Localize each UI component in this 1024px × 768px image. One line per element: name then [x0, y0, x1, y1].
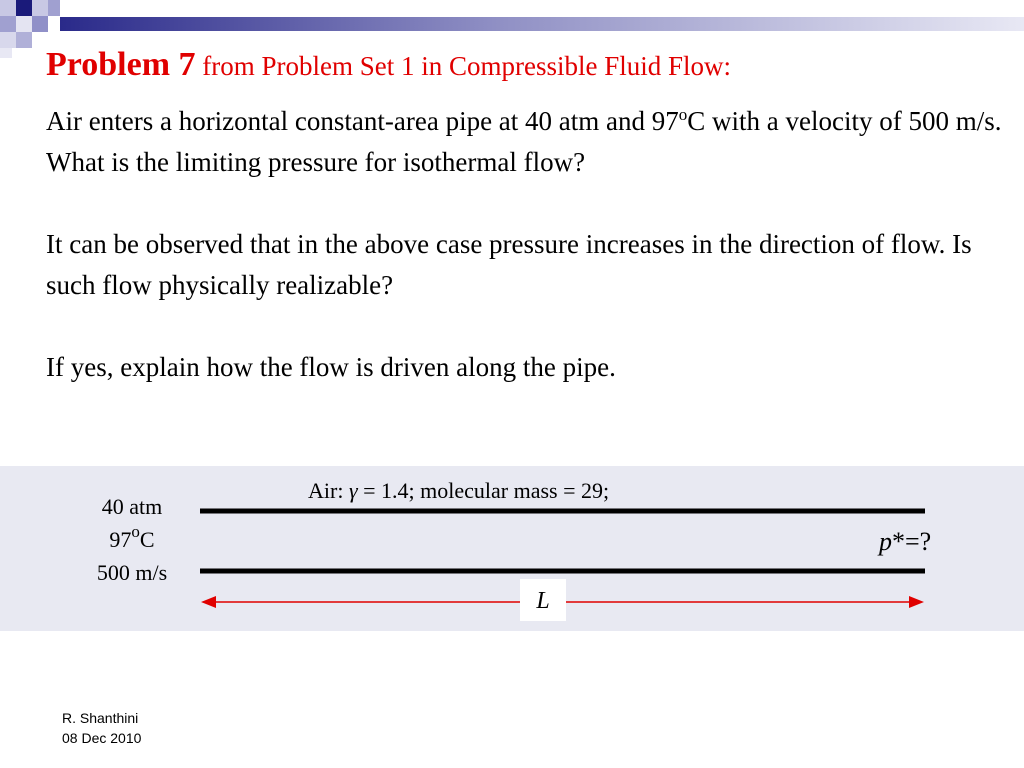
- decor-square: [48, 0, 60, 16]
- inlet-velocity: 500 m/s: [96, 560, 168, 585]
- footer: [62, 708, 141, 748]
- decor-square: [32, 16, 48, 32]
- decor-square: [32, 0, 48, 16]
- p1-text-b: C with a velocity of 500 m/s. What is the limiting pressure for isothermal flow?: [46, 106, 1002, 177]
- decor-square: [0, 32, 16, 48]
- paragraph-observation: It can be observed that in the above case pressure increases in the direction of flow. Is such flow physically realizable?: [46, 229, 972, 300]
- decor-square: [16, 16, 32, 32]
- decor-square: [16, 32, 32, 48]
- author-name: R. Shanthini: [62, 710, 139, 726]
- p1-text-a: Air enters a horizontal constant-area pipe at 40 atm and 97: [46, 106, 679, 136]
- decor-square: [16, 0, 32, 16]
- title-subtitle: from Problem Set 1 in Compressible Fluid Flow:: [195, 51, 732, 81]
- limiting-pressure-label: p*=?: [879, 527, 932, 556]
- slide-title: [46, 46, 731, 84]
- degree-sup: o: [678, 105, 688, 124]
- title-problem-number: Problem 7: [46, 46, 196, 83]
- decor-square: [0, 0, 16, 16]
- inlet-pressure: 40 atm: [101, 494, 163, 519]
- gas-properties: Air: γ = 1.4; molecular mass = 29;: [308, 478, 610, 503]
- inlet-temperature: 97$^o$C: [109, 522, 155, 552]
- presentation-date: 08 Dec 2010: [62, 730, 142, 746]
- problem-statement: [46, 101, 1016, 388]
- header-gradient-bar: [60, 17, 1024, 31]
- decor-square: [0, 16, 16, 32]
- paragraph-followup: If yes, explain how the flow is driven along the pipe.: [46, 352, 616, 382]
- decor-square: [0, 48, 12, 58]
- inlet-conditions: [84, 490, 180, 589]
- pipe-length-label: L: [520, 579, 566, 621]
- paragraph-question: [46, 101, 1016, 183]
